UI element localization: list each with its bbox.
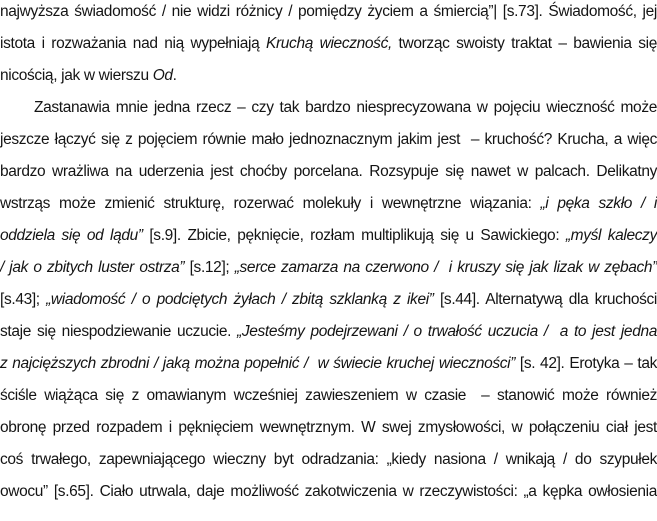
body-text: obronę przed rozpadem i pęknięciem wewnętrznym. W swej zmysłowości, w połączeniu ciał jest — [0, 419, 657, 436]
body-text: wstrząs może zmienić strukturę, rozerwać molekuły i wewnętrzne wiązania: — [0, 195, 541, 212]
italic-quote-text: „myśl kaleczy — [565, 227, 657, 244]
italic-quote-text: / jak o zbitych luster ostrza” — [0, 259, 185, 276]
body-text: Zastanawia mnie jedna rzecz – czy tak bardzo niesprecyzowana w pojęciu wieczność może — [34, 99, 657, 116]
text-line — [0, 2, 657, 22]
body-text: [s.9]. Zbicie, pęknięcie, rozłam multiplikują się u Sawickiego: — [142, 227, 566, 244]
body-text: istota i rozważania nad nią wypełniają — [0, 35, 266, 52]
body-text: nicością, jak w wierszu — [0, 67, 153, 84]
text-line — [0, 322, 657, 342]
italic-quote-text: „wiadomość / o podciętych żyłach / zbitą szklanką z ikei” — [46, 291, 434, 308]
text-line — [0, 66, 657, 86]
text-line — [0, 482, 657, 502]
text-line — [0, 130, 657, 150]
text-line — [0, 258, 657, 278]
body-text: jeszcze łączyć się z pojęciem równie mało jednoznacznym jakim jest – kruchość? Krucha, a więc — [0, 131, 657, 148]
body-text: ściśle wiążąca się z omawianym wcześniej zawieszeniem w czasie – stanowić może również — [0, 387, 657, 404]
text-line — [0, 418, 657, 438]
text-line — [0, 98, 657, 118]
italic-quote-text: „serce zamarza na czerwono / i kruszy się jak lizak w zębach” — [234, 259, 657, 276]
body-text: [s.12]; — [184, 259, 235, 276]
body-text: [s.44]. Alternatywą dla kruchości — [433, 291, 657, 308]
text-line — [0, 354, 657, 374]
body-text: staje się niespodziewanie uczucie. — [0, 323, 238, 340]
body-text: [s. 42]. Erotyka – tak — [515, 355, 657, 372]
italic-quote-text: z najcięższych zbrodni / jaką można popełnić / w świecie kruchej wieczności” — [0, 355, 516, 372]
text-line — [0, 290, 657, 310]
body-text: . — [172, 67, 177, 84]
body-text: bardzo wrażliwa na uderzenia jest choćby porcelana. Rozsypuje się nawet w palcach. Delikatny — [0, 163, 657, 180]
body-text: tworząc swoisty traktat – bawienia się — [391, 35, 657, 52]
italic-quote-text: „i pęka szkło / i — [540, 195, 657, 212]
body-text: owocu” [s.65]. Ciało utrwala, daje możliwość zakotwiczenia w rzeczywistości: „a kępka owłosienia — [0, 483, 657, 500]
text-line — [0, 386, 657, 406]
italic-quote-text: Od — [152, 67, 173, 84]
text-line — [0, 34, 657, 54]
body-text: [s.43]; — [0, 291, 47, 308]
body-text: najwyższa świadomość / nie widzi różnicy / pomiędzy życiem a śmiercią”| [s.73]. Świadomość, jej — [0, 3, 657, 20]
italic-quote-text: oddziela się od lądu” — [0, 227, 143, 244]
italic-quote-text: Kruchą wieczność, — [265, 35, 392, 52]
text-line — [0, 226, 657, 246]
text-line — [0, 450, 657, 470]
italic-quote-text: „Jesteśmy podejrzewani / o trwałość uczucia / a to jest jedna — [237, 323, 657, 340]
text-line — [0, 194, 657, 214]
body-text: coś trwałego, zapewniającego wieczny byt odradzania: „kiedy nasiona / wnikają / do szypułek — [0, 451, 657, 468]
text-line — [0, 162, 657, 182]
